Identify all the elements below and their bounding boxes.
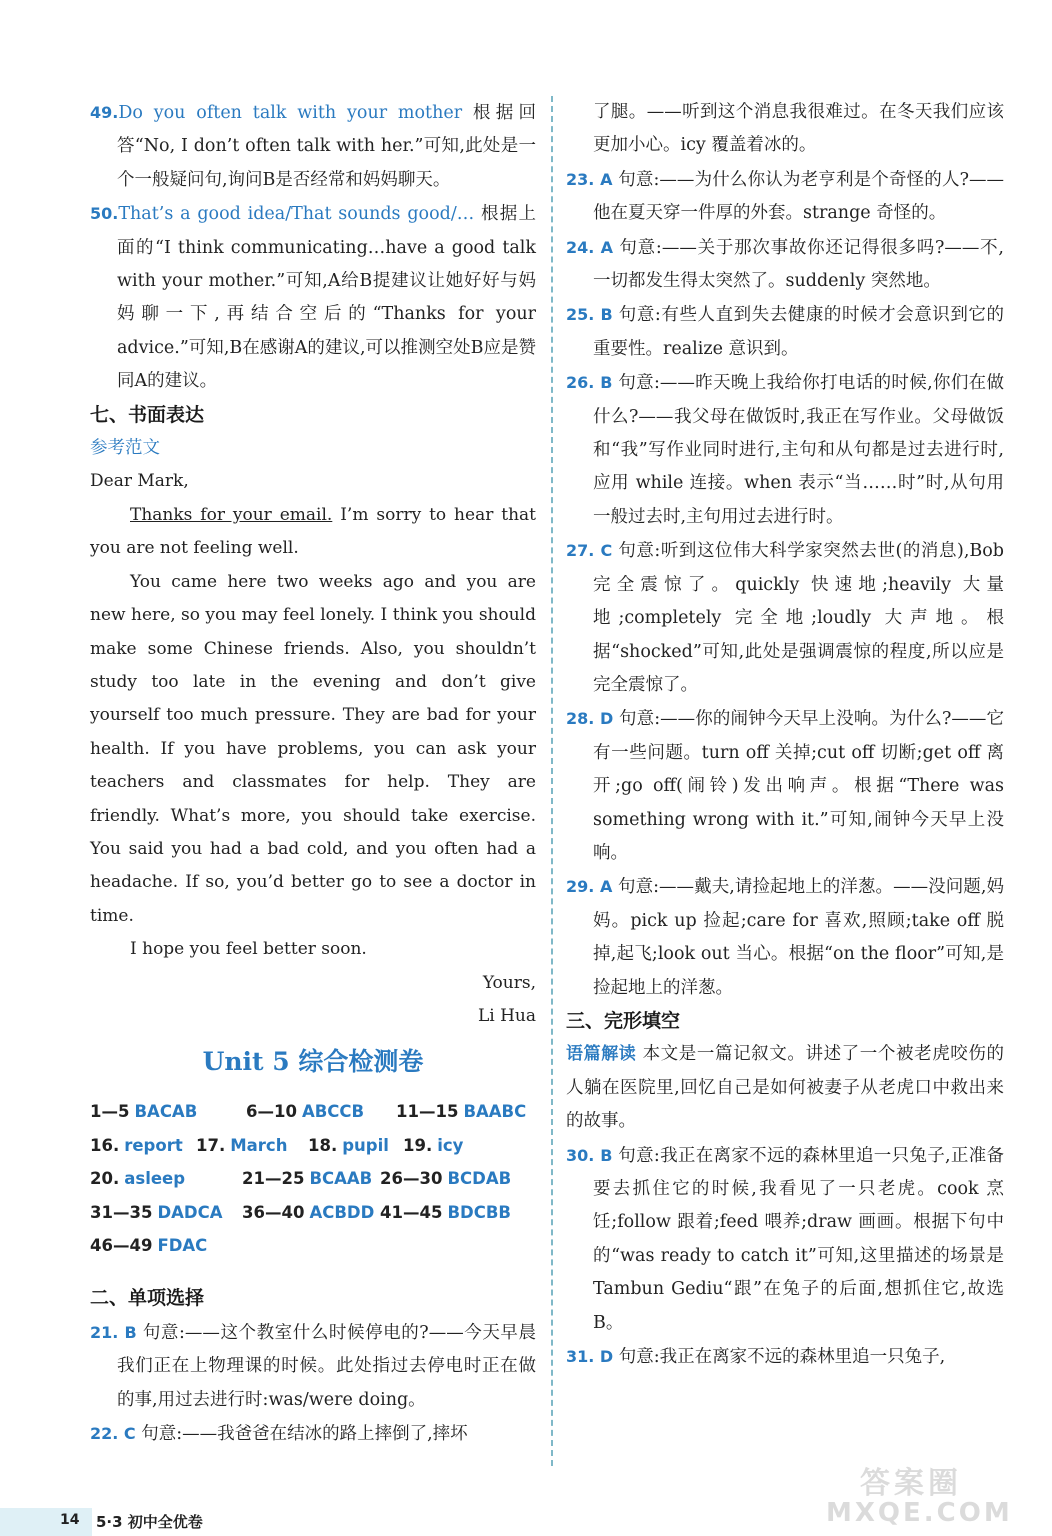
item-number: 29. A xyxy=(566,877,613,897)
answer-key-row xyxy=(90,1095,536,1128)
answer-value: DADCA xyxy=(157,1202,223,1222)
analysis-label: 语篇解读 xyxy=(566,1044,637,1065)
answer-item-24 xyxy=(566,231,1004,299)
item-explanation: 句意:听到这位伟大科学家突然去世(的消息),Bob完全震惊了。quickly 快速地;heavily 大量地;completely 完全地;loudly 大声地。根据“shocked”可知,此处是强调震惊的程度,所以应是完全震惊了。 xyxy=(593,541,1005,695)
answer-item-50 xyxy=(90,197,536,398)
answer-value: BAABC xyxy=(463,1102,527,1122)
letter-paragraph-2: You came here two weeks ago and you are new here, so you may feel lonely. I think you should make some Chinese friends. Also, you shouldn’t study too late in the evening and don’t give yourself too much pressure. They are bad for your health. If you have problems, you can ask your teachers and classmates for help. They are friendly. What’s more, you should take exercise. You said you had a bad cold, and you often had a headache. If so, you’d better go to see a doctor in time. xyxy=(90,571,536,926)
answer-value: report xyxy=(124,1135,183,1155)
answer-label: 31—35 xyxy=(90,1202,153,1222)
answer-label: 11—15 xyxy=(396,1102,459,1122)
answer-value: pupil xyxy=(342,1135,389,1155)
column-divider xyxy=(551,96,553,1466)
letter-salutation: Dear Mark, xyxy=(90,471,189,492)
item-number: 26. B xyxy=(566,373,613,393)
answer-cell xyxy=(90,1229,207,1262)
item-explanation: 句意:——昨天晚上我给你打电话的时候,你们在做什么?——我父母在做饭时,我正在写作业。父母做饭和“我”写作业同时进行,主句和从句都是过去进行时,应用 while 连接。when 表示“当……时”时,从句用一般过去时,主句用过去进行时。 xyxy=(593,373,1004,527)
passage-analysis xyxy=(566,1038,1004,1138)
answer-value: asleep xyxy=(124,1169,186,1189)
watermark-url: MXQE.COM xyxy=(826,1498,1013,1528)
footer-brand: 5·3 初中全优卷 xyxy=(96,1513,203,1531)
answer-item-30 xyxy=(566,1139,1004,1340)
answer-value: ABCCB xyxy=(301,1102,365,1122)
answer-value: FDAC xyxy=(157,1236,208,1255)
answer-label: 20. xyxy=(90,1169,120,1189)
section-heading-writing: 七、书面表达 xyxy=(90,403,205,426)
answer-cell xyxy=(380,1162,511,1195)
answer-cell xyxy=(90,1196,242,1229)
answer-label: 17. xyxy=(196,1135,226,1155)
item-answer: That’s a good idea/That sounds good/… xyxy=(118,204,475,225)
item-number: 22. C xyxy=(90,1424,136,1444)
answer-value: BACAB xyxy=(134,1102,198,1122)
answer-item-22-continued: 了腿。——听到这个消息我很难过。在冬天我们应该更加小心。icy 覆盖着冰的。 xyxy=(593,102,1004,156)
answer-value: icy xyxy=(437,1135,464,1155)
watermark-logo xyxy=(826,1458,1013,1528)
answer-cell xyxy=(403,1129,463,1162)
answer-item-22 xyxy=(90,1417,536,1451)
item-explanation: 句意:——你的闹钟今天早上没响。为什么?——它有一些问题。turn off 关掉;cut off 切断;get off 离开;go off(闹铃)发出响声。根据“There was something wrong with it.”可知,闹钟今天早上没响。 xyxy=(593,709,1004,863)
answer-cell xyxy=(242,1162,380,1195)
item-explanation: 句意:——关于那次事故你还记得很多吗?——不,一切都发生得太突然了。suddenly 突然地。 xyxy=(593,237,1004,292)
item-number: 28. D xyxy=(566,709,614,729)
answer-cell xyxy=(196,1129,308,1162)
item-number: 24. A xyxy=(566,237,614,257)
letter-paragraph-1 xyxy=(90,499,536,566)
answer-item-21 xyxy=(90,1316,536,1417)
answer-cell xyxy=(246,1095,396,1128)
page-number: 14 xyxy=(60,1512,80,1528)
item-explanation: 根据回答“No, I don’t often talk with her.”可知,此处是一个一般疑问句,询问B是否经常和妈妈聊天。 xyxy=(117,103,536,190)
answer-cell xyxy=(90,1162,242,1195)
sample-essay-label: 参考范文 xyxy=(90,438,160,459)
letter-signature: Li Hua xyxy=(477,1005,536,1026)
sample-letter xyxy=(90,465,536,1033)
item-explanation: 句意:我正在离家不远的森林里追一只兔子,正准备要去抓住它的时候,我看见了一只老虎。cook 烹饪;follow 跟着;feed 喂养;draw 画画。根据下句中的“was ready to catch it”可知,这里描述的场景是 Tambun Gediu“跟”在兔子的后面,想抓住它,故选B。 xyxy=(593,1145,1004,1333)
answer-key-row xyxy=(90,1129,536,1162)
answer-label: 41—45 xyxy=(380,1202,443,1222)
unit-title: Unit 5 综合检测卷 xyxy=(202,1047,424,1077)
item-number: 30. B xyxy=(566,1145,613,1165)
answer-key-row xyxy=(90,1229,536,1262)
answer-item-28 xyxy=(566,702,1004,870)
item-number: 21. B xyxy=(90,1322,137,1342)
answer-label: 21—25 xyxy=(242,1169,305,1189)
answer-value: BCDAB xyxy=(447,1169,512,1189)
item-number: 31. D xyxy=(566,1347,614,1367)
answer-value: BDCBB xyxy=(447,1202,511,1222)
answer-cell xyxy=(242,1196,380,1229)
answer-label: 19. xyxy=(403,1135,433,1155)
section-heading-single-choice: 二、单项选择 xyxy=(90,1287,205,1310)
answer-item-23 xyxy=(566,163,1004,231)
answer-item-31 xyxy=(566,1340,1004,1374)
answer-label: 16. xyxy=(90,1135,120,1155)
answer-label: 26—30 xyxy=(380,1169,443,1189)
item-number: 49. xyxy=(90,103,119,122)
answer-value: BCAAB xyxy=(309,1169,373,1189)
answer-item-29 xyxy=(566,870,1004,1005)
item-explanation: 根据上面的“I think communicating…have a good talk with your mother.”可知,A给B提建议让她好好与妈妈聊一下,再结合空后的“Thanks for your advice.”可知,B在感谢A的建议,可以推测空处B应是赞同A的建议。 xyxy=(117,204,536,392)
answer-label: 6—10 xyxy=(246,1102,297,1122)
section-heading-cloze: 三、完形填空 xyxy=(566,1009,681,1032)
answer-cell xyxy=(380,1196,511,1229)
item-explanation: 句意:我正在离家不远的森林里追一只兔子, xyxy=(613,1347,946,1368)
answer-label: 36—40 xyxy=(242,1202,305,1222)
paragraph-text: I’m sorry to hear that you are not feeling well. xyxy=(90,504,536,559)
letter-closing: Yours, xyxy=(482,972,536,993)
answer-label: 1—5 xyxy=(90,1102,130,1122)
item-explanation: 句意:——为什么你认为老亨利是个奇怪的人?——他在夏天穿一件厚的外套。strange 奇怪的。 xyxy=(593,169,1004,224)
underlined-opening: Thanks for your email. xyxy=(130,504,333,525)
answer-cell xyxy=(90,1129,196,1162)
answer-value: March xyxy=(230,1135,288,1155)
left-column xyxy=(90,96,536,1451)
item-number: 27. C xyxy=(566,541,613,561)
item-explanation: 句意:——我爸爸在结冰的路上摔倒了,摔坏 xyxy=(135,1424,468,1445)
item-number: 25. B xyxy=(566,305,613,325)
answer-cell xyxy=(396,1095,526,1128)
item-answer: Do you often talk with your mother xyxy=(118,103,463,123)
answer-label: 46—49 xyxy=(90,1236,153,1255)
item-explanation: 句意:——这个教室什么时候停电的?——今天早晨我们正在上物理课的时候。此处指过去停电时正在做的事,用过去进行时:was/were doing。 xyxy=(117,1322,536,1410)
answer-key xyxy=(90,1095,536,1262)
item-number: 23. A xyxy=(566,169,613,189)
answer-key-row xyxy=(90,1162,536,1195)
item-explanation: 句意:有些人直到失去健康的时候才会意识到它的重要性。realize 意识到。 xyxy=(593,305,1004,359)
answer-cell xyxy=(90,1095,246,1128)
letter-paragraph-3: I hope you feel better soon. xyxy=(130,939,367,960)
right-column xyxy=(566,96,1004,1374)
analysis-text: 本文是一篇记叙文。讲述了一个被老虎咬伤的人躺在医院里,回忆自己是如何被妻子从老虎口中救出来的故事。 xyxy=(566,1044,1004,1132)
answer-cell xyxy=(308,1129,403,1162)
answer-item-25 xyxy=(566,298,1004,366)
item-number: 50. xyxy=(90,204,119,224)
watermark-text: 答案圈 xyxy=(860,1466,962,1501)
answer-key-row xyxy=(90,1196,536,1229)
answer-label: 18. xyxy=(308,1135,338,1155)
answer-value: ACBDD xyxy=(309,1202,375,1222)
answer-item-27 xyxy=(566,534,1004,702)
answer-item-49 xyxy=(90,96,536,197)
item-explanation: 句意:——戴夫,请捡起地上的洋葱。——没问题,妈妈。pick up 捡起;care for 喜欢,照顾;take off 脱掉,起飞;look out 当心。根据“on the floor”可知,是捡起地上的洋葱。 xyxy=(593,877,1004,998)
answer-item-26 xyxy=(566,366,1004,534)
